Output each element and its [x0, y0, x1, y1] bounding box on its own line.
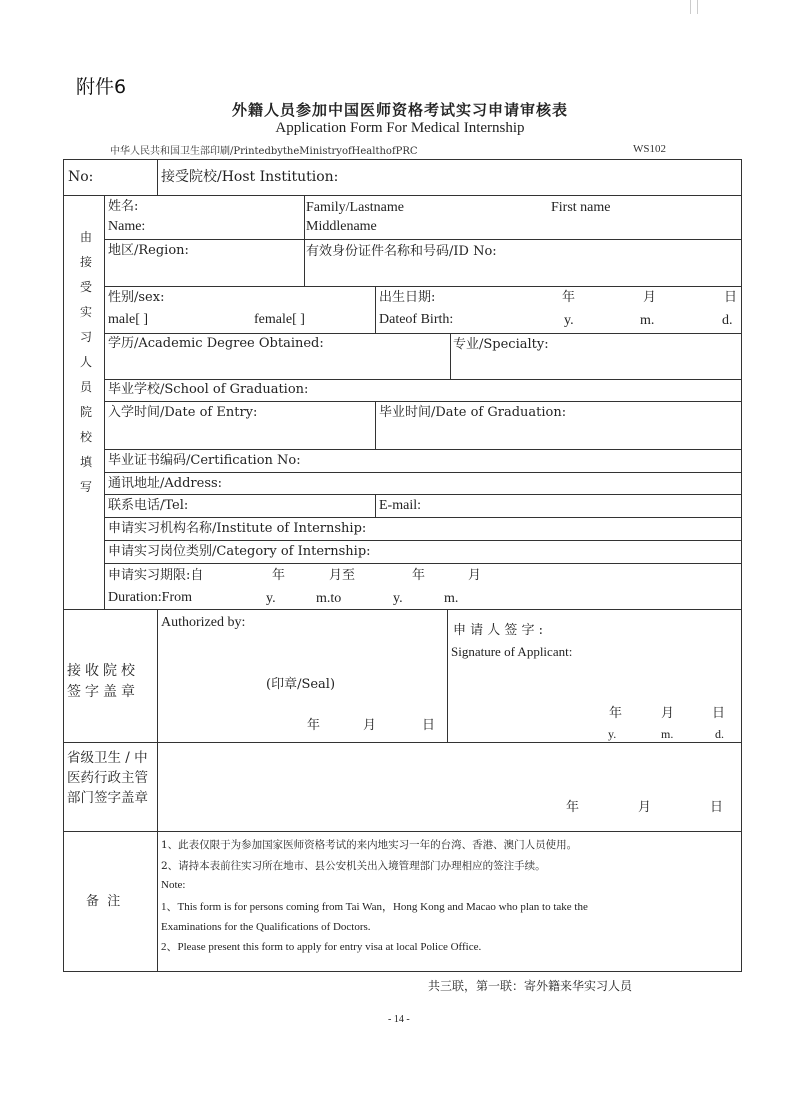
column-divider	[375, 286, 376, 333]
row-divider	[104, 239, 742, 240]
family-lastname-field[interactable]: Family/Lastname	[306, 200, 404, 215]
column-divider	[450, 333, 451, 379]
column-divider	[104, 195, 105, 609]
institute-of-internship-field[interactable]: 申请实习机构名称/Institute of Internship:	[108, 521, 367, 536]
column-divider	[157, 609, 158, 972]
page-number: - 14 -	[388, 1014, 410, 1025]
tel-field[interactable]: 联系电话/Tel:	[108, 498, 189, 513]
row-divider	[104, 333, 742, 334]
row-divider	[63, 831, 742, 832]
id-number-field[interactable]: 有效身份证件名称和号码/ID No:	[306, 244, 497, 259]
copies-note: 共三联，第一联：寄外籍来华实习人员	[428, 979, 633, 993]
printer-line: 中华人民共和国卫生部印刷/PrintedbytheMinistryofHealthofPRC	[110, 146, 418, 157]
duration-to-month-en: m.	[444, 591, 459, 606]
applicant-sign-month-en: m.	[661, 727, 674, 741]
no-label: No:	[68, 169, 94, 185]
school-of-graduation-field[interactable]: 毕业学校/School of Graduation:	[108, 382, 309, 397]
date-of-entry-field[interactable]: 入学时间/Date of Entry:	[108, 405, 258, 420]
academic-degree-field[interactable]: 学历/Academic Degree Obtained:	[108, 336, 324, 351]
specialty-field[interactable]: 专业/Specialty:	[453, 337, 549, 352]
row-divider	[104, 379, 742, 380]
email-field[interactable]: E-mail:	[379, 498, 421, 513]
remarks-note: Note:	[161, 879, 186, 891]
provincial-authority-label: 省级卫生 / 中医药行政主管部门签字盖章	[67, 750, 148, 806]
region-field[interactable]: 地区/Region:	[108, 243, 189, 258]
dob-day-cn: 日	[724, 290, 738, 305]
column-divider	[375, 494, 376, 517]
host-sign-day: 日	[422, 718, 436, 733]
applicant-signature-field[interactable]: Signature of Applicant:	[451, 644, 573, 659]
remarks-line-2: 2、请持本表前往实习所在地市、县公安机关出入境管理部门办理相应的签注手续。	[161, 860, 546, 872]
remarks-label: 备 注	[86, 894, 121, 909]
dob-label-en[interactable]: Dateof Birth:	[379, 312, 454, 327]
duration-to-month-cn: 月	[468, 568, 482, 583]
remarks-line-5: 2、Please present this form to apply for entry visa at local Police Office.	[161, 941, 482, 953]
applicant-sign-day-en: d.	[715, 727, 724, 741]
applicant-sign-year-en: y.	[608, 727, 617, 741]
duration-label-en[interactable]: Duration:From	[108, 590, 192, 605]
row-divider	[104, 401, 742, 402]
duration-to-cn: 月至	[329, 568, 356, 583]
host-institution-field[interactable]: 接受院校/Host Institution:	[161, 169, 339, 185]
dob-year-cn: 年	[562, 290, 576, 305]
category-of-internship-field[interactable]: 申请实习岗位类别/Category of Internship:	[108, 544, 371, 559]
column-divider	[157, 159, 158, 195]
remarks-line-1: 1、此表仅限于为参加国家医师资格考试的来内地实习一年的台湾、香港、澳门人员使用。	[161, 839, 578, 851]
dob-month-cn: 月	[643, 290, 657, 305]
row-divider	[104, 494, 742, 495]
row-divider	[104, 540, 742, 541]
duration-to-year-en: y.	[393, 591, 403, 606]
row-divider	[63, 195, 742, 196]
address-field[interactable]: 通讯地址/Address:	[108, 476, 223, 491]
side-label-filled-by-institution: 由接受实习人员院校填写	[79, 230, 92, 494]
host-sign-label: 接收院校签字盖章	[67, 663, 139, 700]
row-divider	[104, 563, 742, 564]
female-checkbox[interactable]: female[ ]	[254, 312, 305, 327]
applicant-sign-month-cn: 月	[661, 706, 675, 721]
provincial-day: 日	[710, 800, 724, 815]
dob-month-en: m.	[640, 313, 655, 328]
male-checkbox[interactable]: male[ ]	[108, 312, 149, 327]
remarks-line-4: Examinations for the Qualifications of Doctors.	[161, 921, 371, 933]
column-divider	[447, 609, 448, 742]
column-divider	[304, 195, 305, 286]
row-divider	[104, 286, 742, 287]
middlename-field[interactable]: Middlename	[306, 219, 377, 234]
applicant-sign-day-cn: 日	[712, 706, 726, 721]
duration-from-year-en: y.	[266, 591, 276, 606]
certification-no-field[interactable]: 毕业证书编码/Certification No:	[108, 453, 301, 468]
column-divider	[375, 401, 376, 449]
date-of-graduation-field[interactable]: 毕业时间/Date of Graduation:	[379, 405, 567, 420]
remarks-line-3: 1、This form is for persons coming from Tai Wan，Hong Kong and Macao who plan to take the	[161, 901, 588, 913]
seal-placeholder: (印章/Seal)	[266, 677, 336, 692]
first-name-field[interactable]: First name	[551, 200, 611, 215]
row-divider	[63, 609, 742, 610]
scan-corner-mark	[690, 0, 698, 14]
name-label-en[interactable]: Name:	[108, 219, 146, 234]
row-divider	[104, 517, 742, 518]
row-divider	[63, 742, 742, 743]
attachment-label: 附件6	[76, 76, 127, 98]
dob-label-cn: 出生日期:	[379, 290, 436, 305]
applicant-sign-year-cn: 年	[609, 706, 623, 721]
authorized-by-field[interactable]: Authorized by:	[161, 615, 246, 630]
form-title-en: Application Form For Medical Internship	[275, 120, 525, 136]
row-divider	[104, 472, 742, 473]
duration-label-cn: 申请实习期限:自	[108, 568, 204, 583]
provincial-year: 年	[566, 800, 580, 815]
dob-day-en: d.	[722, 313, 733, 328]
provincial-month: 月	[638, 800, 652, 815]
host-sign-year: 年	[307, 718, 321, 733]
duration-to-year-cn: 年	[412, 568, 426, 583]
dob-year-en: y.	[564, 313, 574, 328]
name-label-cn: 姓名:	[108, 199, 139, 214]
duration-to-en: m.to	[316, 591, 342, 606]
form-code: WS102	[633, 143, 666, 155]
sex-label: 性别/sex:	[108, 290, 165, 305]
form-title-cn: 外籍人员参加中国医师资格考试实习申请审核表	[231, 101, 568, 119]
row-divider	[104, 449, 742, 450]
duration-from-year-cn: 年	[272, 568, 286, 583]
applicant-signature-label-cn: 申 请 人 签 字 :	[453, 623, 544, 638]
host-sign-month: 月	[363, 718, 377, 733]
